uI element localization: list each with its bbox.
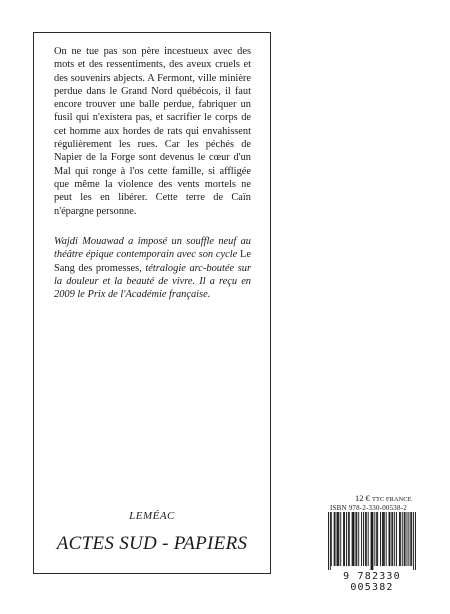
barcode-bar: [391, 512, 392, 566]
barcode-bar: [413, 512, 414, 570]
barcode-bar: [376, 512, 377, 566]
barcode-bar: [402, 512, 403, 566]
barcode-bar: [349, 512, 350, 566]
barcode-bar: [410, 512, 411, 566]
isbn-text: ISBN 978-2-330-00538-2: [330, 504, 407, 512]
barcode-bar: [343, 512, 344, 566]
barcode-bar: [405, 512, 406, 566]
barcode-bar: [382, 512, 383, 566]
barcode-bar: [389, 512, 390, 566]
barcode-bar: [374, 512, 375, 566]
barcode-bar: [392, 512, 393, 566]
barcode-bar: [330, 512, 331, 570]
barcode-bar: [366, 512, 367, 566]
price-amount: 12 €: [355, 493, 370, 503]
barcode-bar: [353, 512, 354, 566]
barcode-bar: [394, 512, 395, 566]
barcode-bar: [404, 512, 405, 566]
barcode-bar: [408, 512, 409, 566]
imprint-logo: ACTES SUD - PAPIERS: [56, 533, 248, 554]
barcode-bar: [363, 512, 364, 566]
barcode-digits: 9 782330 005382: [343, 571, 401, 593]
barcode-bar: [396, 512, 397, 566]
barcode-bar: [337, 512, 338, 566]
barcode-bar: [377, 512, 378, 566]
barcode-bar: [415, 512, 416, 570]
barcode-bar: [400, 512, 401, 566]
barcode-bar: [334, 512, 335, 566]
bio-part-1: Wajdi Mouawad a imposé un souffle neuf au théâtre épique contemporain avec son cycle: [54, 236, 251, 261]
barcode-bar: [352, 512, 353, 566]
barcode-bar: [407, 512, 408, 566]
barcode-bars: [328, 512, 416, 570]
barcode-bar: [384, 512, 385, 566]
barcode-bar: [348, 512, 349, 566]
barcode-bar: [346, 512, 347, 566]
barcode-bar: [361, 512, 362, 566]
barcode-bar: [399, 512, 400, 566]
barcode-bar: [372, 512, 373, 570]
blurb-text: On ne tue pas son père incestueux avec des mots et des ressentiments, des aveux cruels et des souvenirs abjects. A Fermont, ville minière perdue dans le Grand Nord québécois, il faut encore trouver une balle perdue, fabriquer un fusil qui n'existera pas, et sacrifier le corps de cet homme aux hordes de rats qui envahissent régulièrement les rues. Car les péchés de Napier de la Forge sont devenus le cœur d'un Mal qui ronge à l'os cette famille, si affligée que même la violence des vents mortels ne peut les en libérer. Cette terre de Caïn n'épargne personne.: [54, 46, 251, 217]
price-label: [355, 493, 412, 503]
barcode-bar: [386, 512, 387, 566]
barcode-bar: [390, 512, 391, 566]
barcode-bar: [335, 512, 336, 566]
bio-part-2: , tétralogie arc-boutée sur la douleur et la beauté de vivre. Il a reçu en 2009 le Prix de l'Académie française.: [54, 262, 251, 301]
barcode-bar: [328, 512, 329, 570]
barcode-bar: [354, 512, 355, 566]
barcode-bar: [337, 512, 338, 566]
barcode-bar: [331, 512, 332, 566]
barcode-bar: [365, 512, 366, 566]
barcode: [322, 512, 422, 593]
barcode-bar: [411, 512, 412, 566]
barcode-bar: [344, 512, 345, 566]
barcode-bar: [340, 512, 341, 566]
publisher-name: LEMÉAC: [129, 510, 175, 522]
barcode-bar: [338, 512, 339, 566]
barcode-bar: [383, 512, 384, 566]
barcode-bar: [355, 512, 356, 566]
bio-cycle-title: Le Sang des promesses: [54, 249, 251, 274]
barcode-bar: [368, 512, 369, 566]
barcode-bar: [371, 512, 372, 570]
barcode-bar: [372, 512, 373, 570]
barcode-bar: [358, 512, 359, 566]
barcode-bar: [356, 512, 357, 566]
price-region: TTC FRANCE: [372, 496, 412, 503]
barcode-bar: [380, 512, 381, 566]
author-bio: [54, 235, 251, 301]
